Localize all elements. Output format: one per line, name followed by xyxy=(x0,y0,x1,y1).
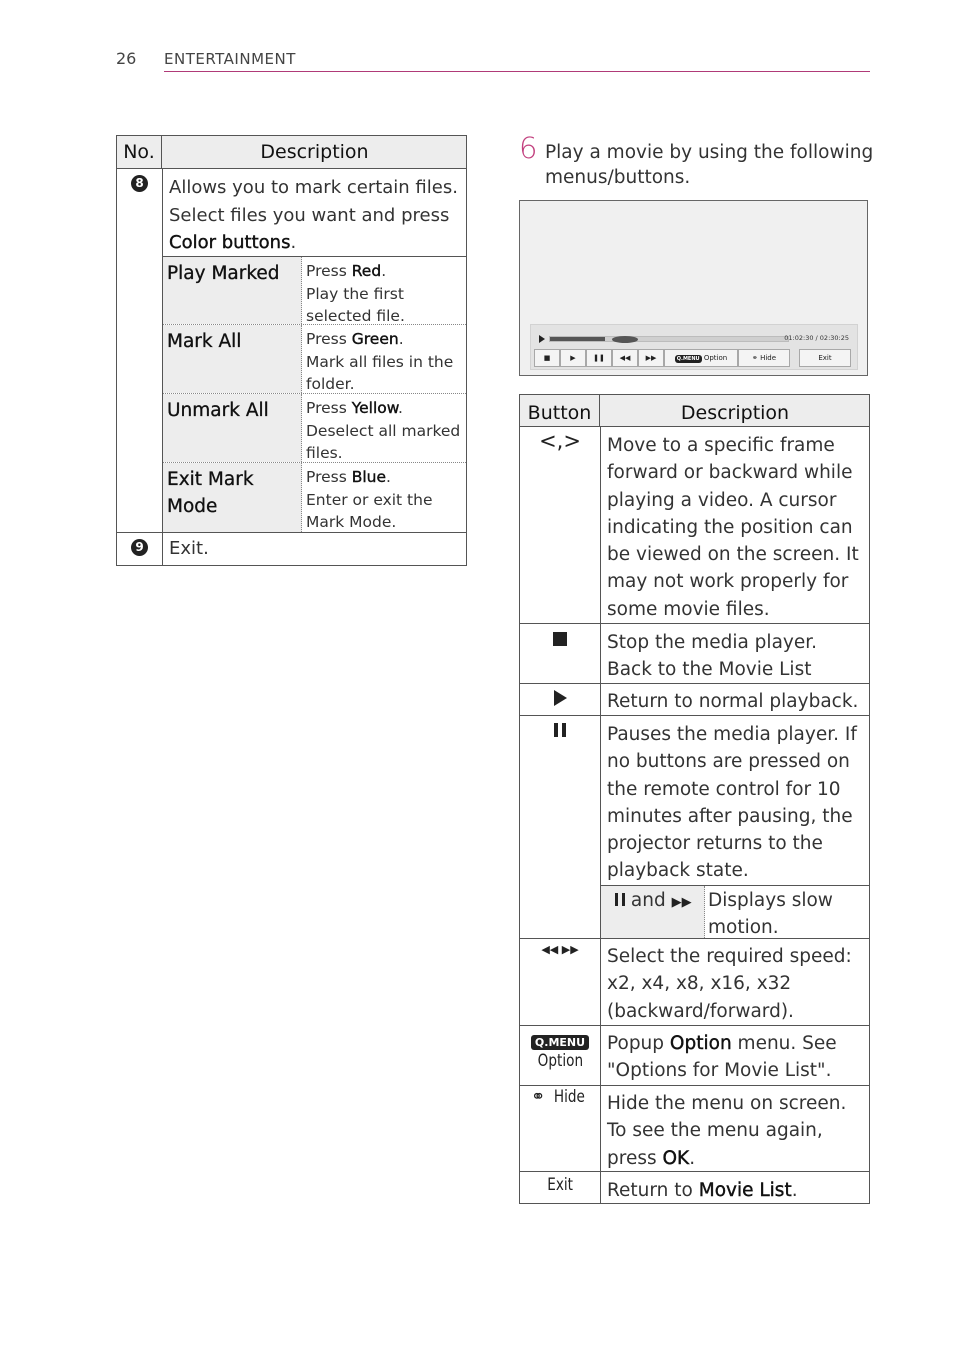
stop-icon xyxy=(520,631,600,650)
hide-desc-suffix: . xyxy=(689,1147,696,1169)
option-button xyxy=(664,349,738,367)
section-title: ENTERTAINMENT xyxy=(164,50,296,68)
progress-fill xyxy=(550,337,605,341)
sub-desc-text: Enter or exit the Mark Mode. xyxy=(306,490,433,531)
option-label: Option xyxy=(703,354,728,362)
sub-label: Play Marked xyxy=(167,263,280,284)
number-8-badge: 8 xyxy=(131,175,148,192)
qmenu-icon xyxy=(520,1031,600,1050)
row-divider xyxy=(520,623,869,624)
play-button: ▶ xyxy=(560,349,586,367)
exit-label: Exit xyxy=(547,1175,573,1195)
row-divider xyxy=(520,1171,869,1172)
step-number: 6 xyxy=(519,131,538,165)
option-desc-prefix: Popup xyxy=(607,1033,670,1054)
header-button: Button xyxy=(520,395,600,426)
press-text: Press xyxy=(306,399,352,417)
slow-motion-description: Displays slow motion. xyxy=(708,890,833,939)
sub-label-cell xyxy=(163,257,302,324)
slow-motion-label-cell xyxy=(601,886,705,938)
time-readout: 01:02:30 / 02:30:25 xyxy=(784,334,849,342)
stop-button: ■ xyxy=(534,349,560,367)
color-name: Yellow xyxy=(351,399,399,417)
button-description-table xyxy=(519,394,870,1204)
player-control-bar xyxy=(530,324,858,370)
row-8-text: Allows you to mark certain files. Select files you want and press xyxy=(169,177,458,226)
exit-button: Exit xyxy=(799,349,851,367)
sub-desc xyxy=(306,466,464,534)
sub-row-play-marked xyxy=(163,256,466,325)
hide-button xyxy=(738,349,790,367)
forward-button: ▶▶ xyxy=(638,349,664,367)
table-header xyxy=(117,136,466,169)
hide-label: Hide xyxy=(760,354,777,362)
play-indicator-icon xyxy=(539,335,545,343)
table-header xyxy=(520,395,869,427)
press-end: . xyxy=(398,330,404,348)
hide-key-cell xyxy=(520,1087,600,1107)
slow-motion-subrow xyxy=(601,885,869,938)
sub-desc-text: Deselect all marked files. xyxy=(306,421,461,462)
press-text: Press xyxy=(306,330,352,348)
speed-description: Select the required speed: x2, x4, x8, x16, x32 (backward/forward). xyxy=(607,946,852,1022)
press-end: . xyxy=(381,262,387,280)
row-divider xyxy=(117,532,466,533)
player-screenshot xyxy=(519,200,868,376)
sub-desc xyxy=(306,260,464,328)
sub-label: Mark All xyxy=(167,331,242,352)
row-divider xyxy=(520,715,869,716)
column-divider xyxy=(600,427,601,1203)
stop-description: Stop the media player. Back to the Movie List xyxy=(607,632,818,681)
color-name: Red xyxy=(351,262,382,280)
option-desc-bold: Option xyxy=(669,1033,732,1054)
exit-key-cell xyxy=(520,1175,600,1195)
step-text: Play a movie by using the following menus/buttons. xyxy=(545,142,874,188)
pause-button: ❚❚ xyxy=(586,349,612,367)
and-text: and xyxy=(630,890,666,911)
sub-row-unmark-all xyxy=(163,394,466,463)
fast-forward-icon: ▶▶ xyxy=(671,895,692,910)
hide-label: Hide xyxy=(554,1087,586,1107)
arrows-description: Move to a specific frame forward or backward while playing a video. A cursor indicating the position can be viewed on the screen. It may not work properly for some movie files. xyxy=(607,435,859,620)
qmenu-badge: Q.MENU xyxy=(531,1035,589,1050)
hide-desc-prefix: Hide the menu on screen. To see the menu again, press xyxy=(607,1093,847,1169)
number-9-badge: 9 xyxy=(131,539,148,556)
color-name: Green xyxy=(351,330,399,348)
sub-row-exit-mark-mode xyxy=(163,463,466,532)
hide-description xyxy=(607,1090,865,1172)
mark-mode-table xyxy=(116,135,467,566)
option-label: Option xyxy=(537,1051,583,1071)
option-description xyxy=(607,1030,865,1085)
rewind-forward-icon: ◀◀ ▶▶ xyxy=(541,943,579,956)
press-end: . xyxy=(398,399,403,417)
row-8-description xyxy=(169,174,464,257)
press-end: . xyxy=(386,468,391,486)
exit-description xyxy=(607,1177,865,1204)
press-text: Press xyxy=(306,262,352,280)
pause-icon xyxy=(520,722,600,741)
row-divider xyxy=(520,683,869,684)
row-8-bold: Color buttons xyxy=(169,232,291,253)
play-icon xyxy=(520,690,600,710)
row-divider xyxy=(520,938,869,939)
pause-icon xyxy=(615,893,625,906)
play-description: Return to normal playback. xyxy=(607,691,859,712)
exit-desc-prefix: Return to xyxy=(607,1180,699,1201)
color-name: Blue xyxy=(351,468,387,486)
arrow-keys-icon: <,> xyxy=(539,429,581,453)
exit-desc-bold: Movie List xyxy=(698,1180,792,1201)
hide-desc-bold: OK xyxy=(662,1147,690,1169)
slow-motion-label xyxy=(615,890,692,911)
hide-icon: ⚭ xyxy=(530,1087,546,1107)
progress-cursor xyxy=(612,336,638,343)
sub-label-cell xyxy=(163,394,302,462)
row-divider xyxy=(520,1085,869,1086)
hide-icon: ⚭ xyxy=(751,354,758,362)
page-number: 26 xyxy=(116,49,137,68)
exit-desc-suffix: . xyxy=(791,1180,798,1201)
rewind-button: ◀◀ xyxy=(612,349,638,367)
sub-row-mark-all xyxy=(163,325,466,394)
option-desc-suffix: menu. See "Options for Movie List". xyxy=(607,1033,837,1082)
sub-desc-text: Mark all files in the folder. xyxy=(306,352,454,393)
progress-track xyxy=(549,336,789,342)
header-rule xyxy=(164,71,870,72)
sub-desc xyxy=(306,397,464,465)
sub-label: Unmark All xyxy=(167,400,269,421)
header-description: Description xyxy=(260,141,369,163)
sub-label-cell xyxy=(163,463,302,532)
option-label-cell xyxy=(520,1051,600,1071)
press-text: Press xyxy=(306,468,352,486)
sub-desc-text: Play the first selected file. xyxy=(306,284,405,325)
row-8-suffix: . xyxy=(290,232,297,253)
qmenu-badge: Q.MENU xyxy=(676,356,700,362)
sub-desc xyxy=(306,328,464,396)
header-description: Description xyxy=(680,402,790,424)
pause-description: Pauses the media player. If no buttons are pressed on the remote control for 10 minutes after pausing, the projector returns to the playback state. xyxy=(607,724,857,882)
sub-label-cell xyxy=(163,325,302,393)
sub-label: Exit Mark Mode xyxy=(167,469,254,517)
row-9-description: Exit. xyxy=(169,538,209,559)
header-no: No. xyxy=(117,136,162,168)
row-divider xyxy=(520,1025,869,1026)
